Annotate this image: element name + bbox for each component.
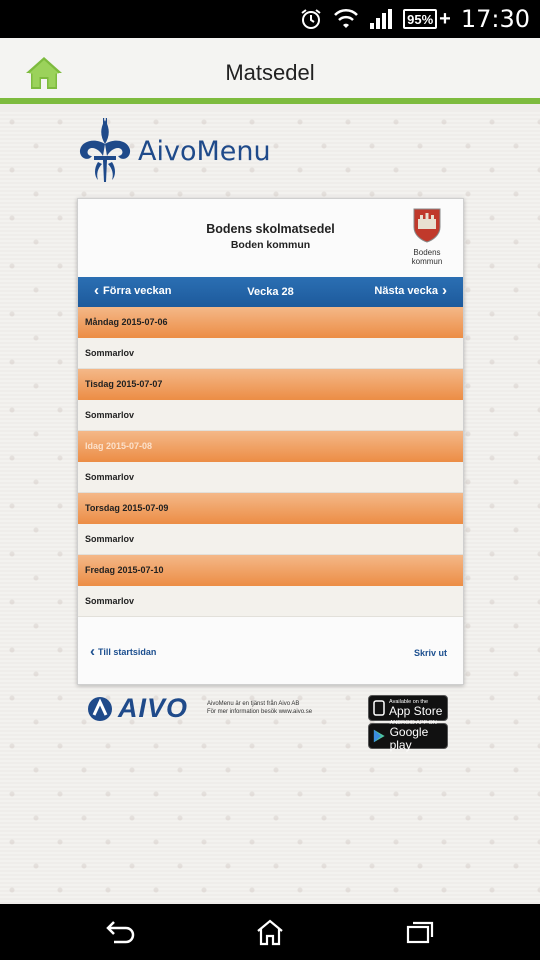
logo-text: AivoMenu	[138, 135, 271, 167]
system-navigation-bar	[0, 904, 540, 960]
chevron-left-icon: ‹	[90, 643, 95, 660]
brand-info-line-1: AivoMenu är en tjänst från Aivo AB	[207, 701, 300, 707]
back-to-start-link[interactable]	[90, 645, 156, 659]
google-play-badge[interactable]	[368, 720, 448, 752]
current-week: Vecka 28	[247, 286, 294, 298]
card-header	[78, 199, 463, 277]
recent-apps-button[interactable]	[404, 918, 436, 946]
crest-label-2: kommun	[411, 257, 443, 266]
google-play-big-text: Google play	[389, 725, 429, 752]
app-bar	[0, 38, 540, 104]
day-header-monday: Måndag 2015-07-06	[78, 307, 463, 338]
app-store-badge[interactable]	[368, 695, 448, 721]
home-nav-button[interactable]	[254, 918, 286, 946]
home-outline-icon	[254, 918, 286, 946]
apple-icon	[373, 700, 385, 716]
aivo-brand-logo	[86, 693, 188, 724]
app-store-small-text: Available on the	[389, 698, 429, 705]
google-play-small-text: ANDROID APP ON	[389, 720, 437, 726]
school-title: Bodens skolmatsedel	[206, 222, 335, 236]
day-meal-friday: Sommarlov	[78, 586, 463, 617]
next-week-button[interactable]	[374, 284, 447, 298]
chevron-right-icon: ›	[442, 282, 447, 299]
aivo-brand-text: AIVO	[118, 693, 189, 723]
crest-icon	[412, 207, 442, 243]
charging-icon: +	[439, 8, 451, 30]
app-store-big-text: App Store	[389, 703, 443, 718]
brand-info	[207, 700, 312, 716]
print-link[interactable]: Skriv ut	[413, 648, 447, 658]
brand-info-line-2: För mer information besök www.aivo.se	[207, 709, 313, 715]
day-header-friday: Fredag 2015-07-10	[78, 555, 463, 586]
school-subtitle: Boden kommun	[230, 239, 311, 251]
day-meal-monday: Sommarlov	[78, 338, 463, 369]
back-to-start-label: Till startsidan	[98, 647, 157, 657]
alarm-icon	[299, 7, 323, 31]
municipality-crest	[409, 207, 445, 266]
clock: 17:30	[460, 5, 530, 33]
battery-level: 95%	[403, 9, 437, 29]
crest-label-1: Bodens	[413, 248, 441, 257]
day-list	[78, 307, 463, 617]
day-meal-tuesday: Sommarlov	[78, 400, 463, 431]
signal-icon	[369, 7, 393, 31]
day-meal-today: Sommarlov	[78, 462, 463, 493]
status-bar	[0, 0, 540, 38]
fleur-de-lis-icon	[76, 118, 134, 184]
page-title: Matsedel	[225, 60, 315, 85]
wifi-icon	[333, 7, 359, 31]
menu-card	[77, 198, 464, 685]
next-week-label: Nästa vecka	[374, 285, 438, 297]
day-header-tuesday: Tisdag 2015-07-07	[78, 369, 463, 400]
back-icon	[104, 918, 136, 946]
week-navigation	[78, 277, 463, 307]
previous-week-label: Förra veckan	[103, 285, 172, 297]
day-header-thursday: Torsdag 2015-07-09	[78, 493, 463, 524]
battery-icon	[403, 9, 451, 29]
day-header-today: Idag 2015-07-08	[78, 431, 463, 462]
chevron-left-icon: ‹	[94, 282, 99, 299]
day-meal-thursday: Sommarlov	[78, 524, 463, 555]
back-button[interactable]	[104, 918, 136, 946]
aivo-logo-icon	[86, 695, 116, 723]
aivomenu-logo	[76, 118, 271, 184]
google-play-icon	[373, 728, 386, 744]
recent-apps-icon	[404, 918, 436, 946]
card-footer	[78, 639, 463, 669]
